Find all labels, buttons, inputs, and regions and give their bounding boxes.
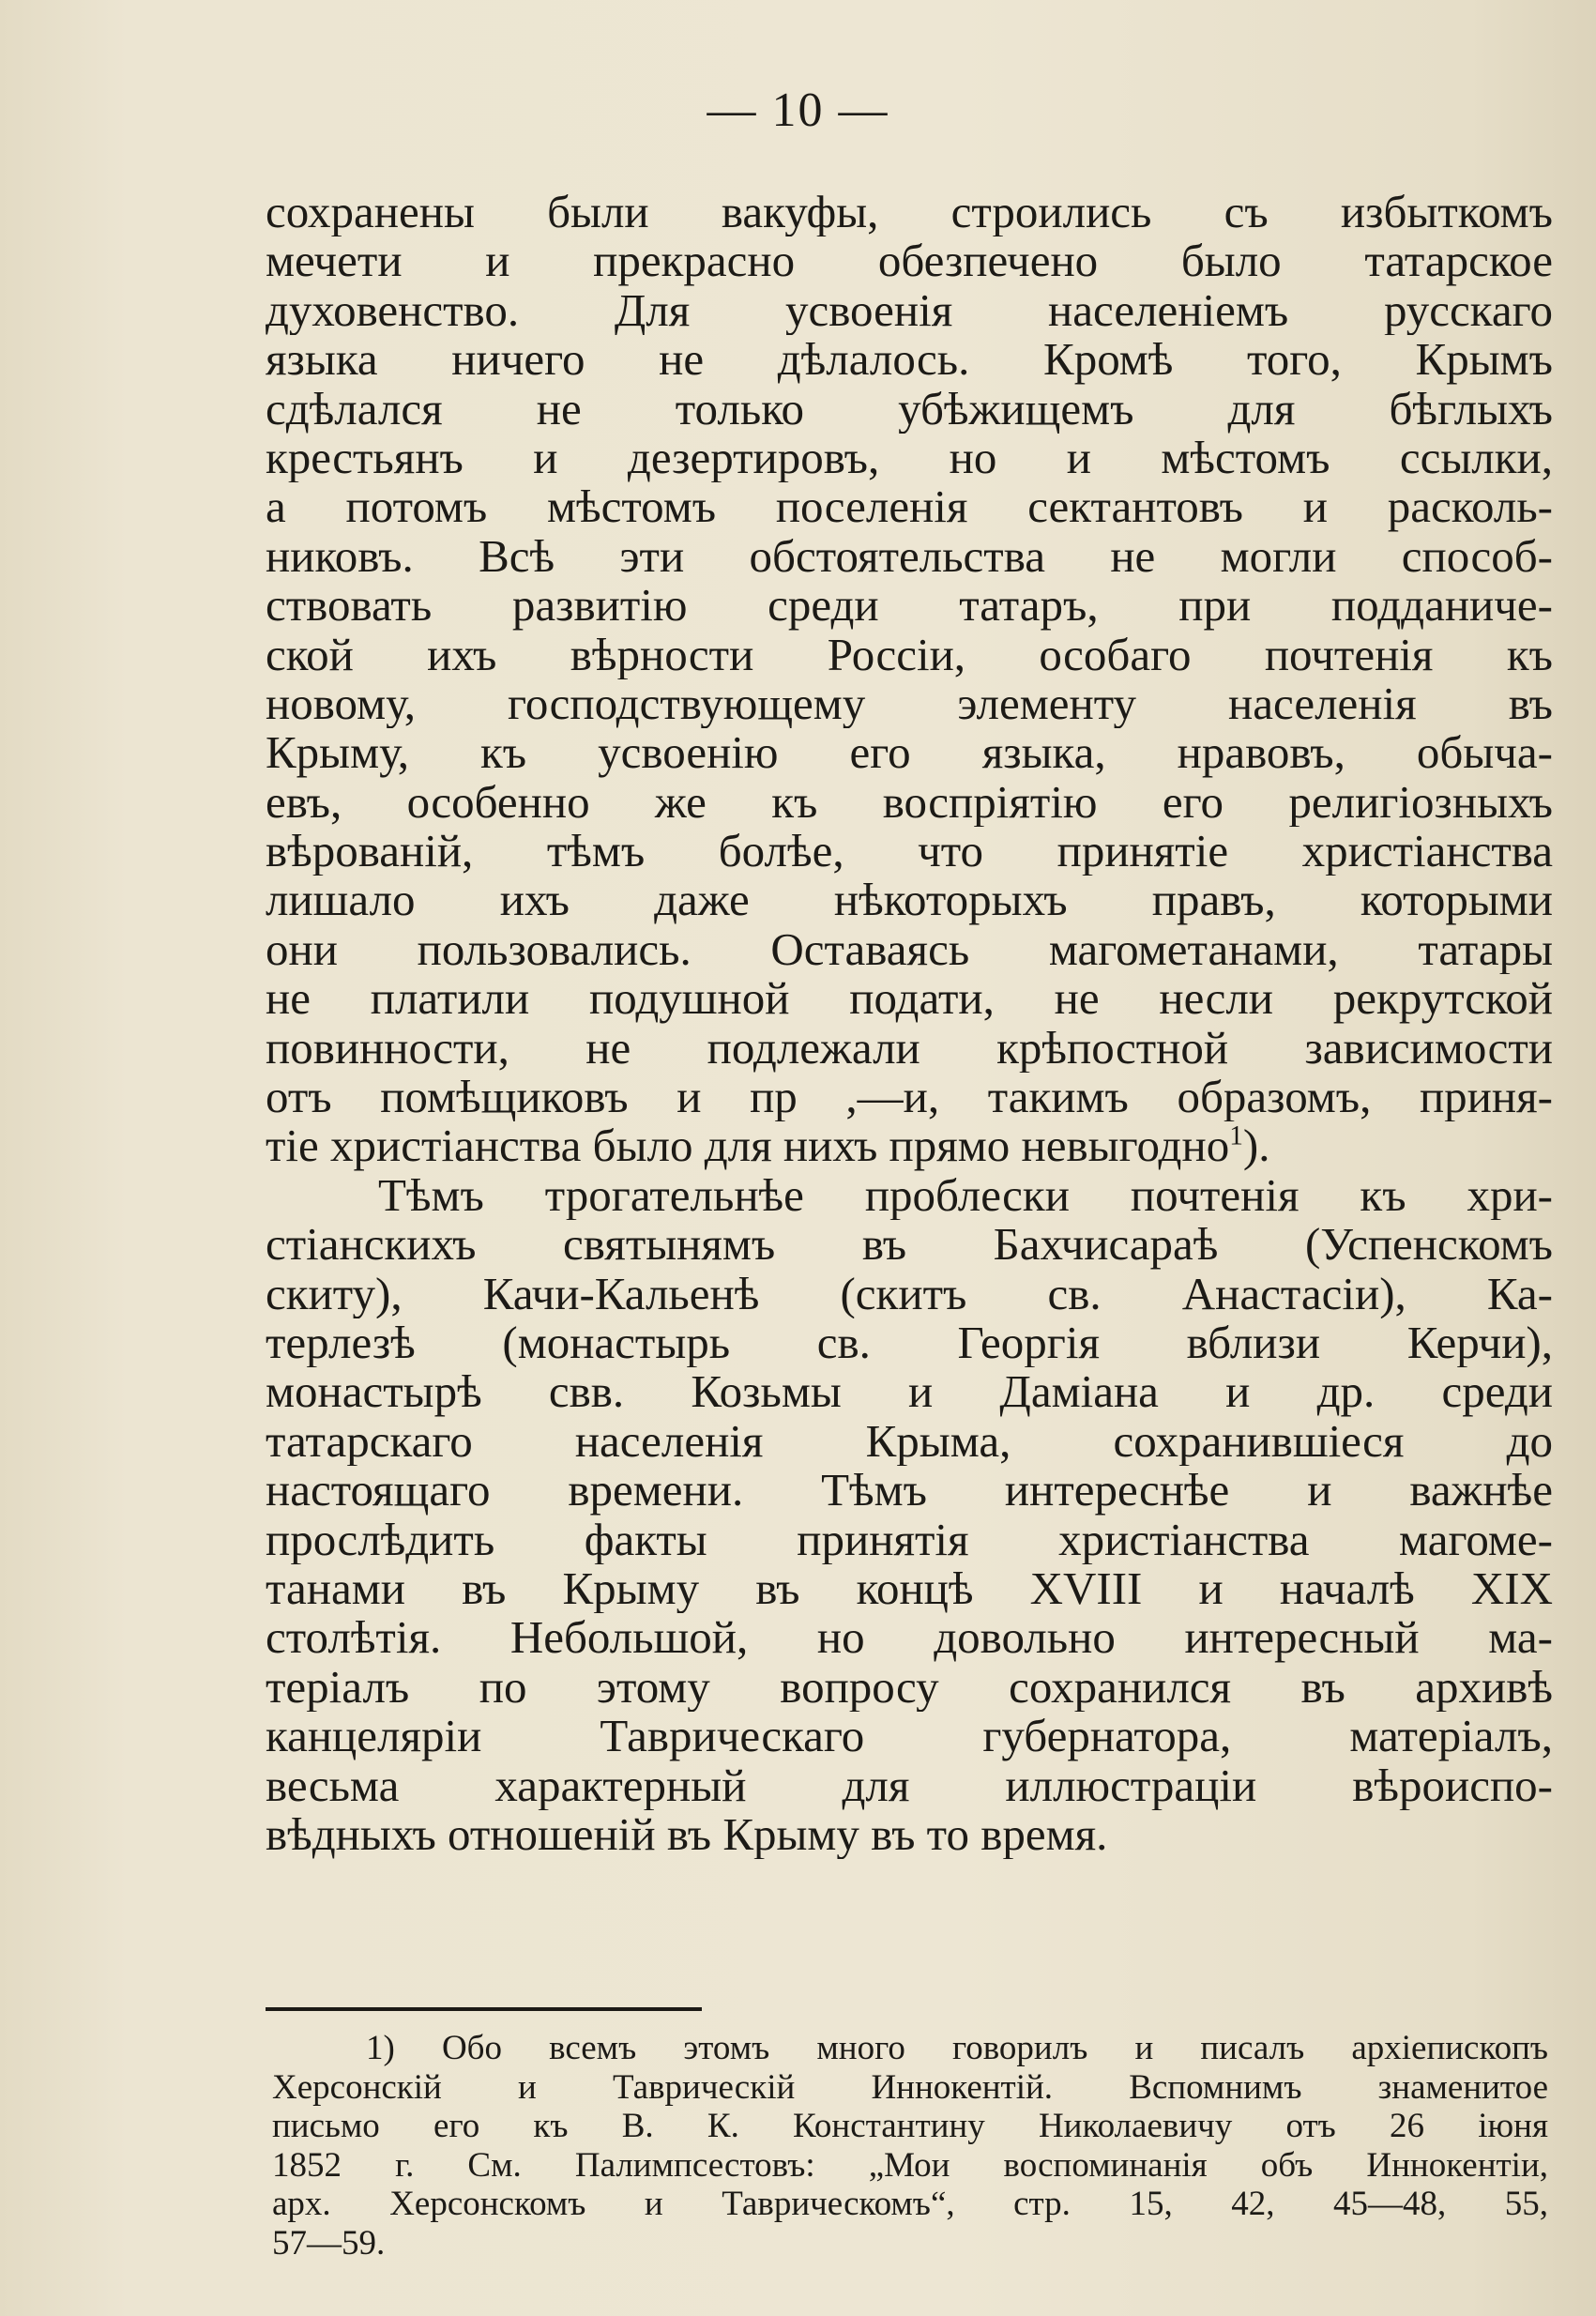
text-line: новому, господствующему элементу населенія въ bbox=[266, 678, 1553, 729]
paragraph-start-line: Тѣмъ трогательнѣе проблески почтенія къ хри- bbox=[378, 1170, 1553, 1221]
footnote-marker: 1) bbox=[366, 2029, 395, 2067]
footnote-line: Херсонскій и Таврическій Иннокентій. Вспомнимъ знаменитое bbox=[272, 2067, 1548, 2107]
text-line: никовъ. Всѣ эти обстоятельства не могли способ- bbox=[266, 531, 1553, 582]
footnote-line bbox=[272, 2029, 1548, 2068]
text-line: вѣрованій, тѣмъ болѣе, что принятіе христіанства bbox=[266, 827, 1553, 876]
text-line: не платили подушной подати, не несли рекрутской bbox=[266, 974, 1553, 1024]
text-line: отъ помѣщиковъ и пр ,—и, такимъ образомъ, приня- bbox=[266, 1073, 1553, 1122]
text-line: ствовать развитію среди татаръ, при подданиче- bbox=[266, 581, 1553, 631]
text-line: теріалъ по этому вопросу сохранился въ архивѣ bbox=[266, 1662, 1553, 1713]
text-line: прослѣдить факты принятія христіанства магоме- bbox=[266, 1515, 1553, 1564]
text-line: монастырѣ свв. Козьмы и Даміана и др. среди bbox=[266, 1367, 1553, 1417]
text-line: сохранены были вакуфы, строились съ избыткомъ bbox=[266, 188, 1553, 237]
text-line: стіанскихъ святынямъ въ Бахчисараѣ (Успенскомъ bbox=[266, 1220, 1553, 1270]
footnote-line: 1852 г. См. Палимпсестовъ: „Мои воспоминанія объ Иннокентіи, bbox=[272, 2145, 1548, 2185]
text-line: канцеляріи Таврическаго губернатора, матеріалъ, bbox=[266, 1712, 1553, 1761]
footnote bbox=[272, 2029, 1548, 2263]
text-line: ской ихъ вѣрности Россіи, особаго почтенія къ bbox=[266, 630, 1553, 679]
text-line: они пользовались. Оставаясь магометанами, татары bbox=[266, 924, 1553, 975]
footnote-line: арх. Херсонскомъ и Таврическомъ“, стр. 15, 42, 45—48, 55, bbox=[272, 2185, 1548, 2223]
text-line: сдѣлался не только убѣжищемъ для бѣглыхъ bbox=[266, 384, 1553, 434]
text-line: евъ, особенно же къ воспріятію его религіозныхъ bbox=[266, 777, 1553, 828]
text-line: терлезѣ (монастырь св. Георгія вблизи Керчи), bbox=[266, 1318, 1553, 1368]
text-line: весьма характерный для иллюстраціи вѣроиспо- bbox=[266, 1760, 1553, 1810]
text-line: мечети и прекрасно обезпечено было татарское bbox=[266, 236, 1553, 286]
footnote-reference: 1 bbox=[1229, 1121, 1243, 1152]
text-line-with-footnote-ref bbox=[266, 1121, 1553, 1170]
text-line: танами въ Крыму въ концѣ XVIII и началѣ XIX bbox=[266, 1563, 1553, 1614]
text-line: лишало ихъ даже нѣкоторыхъ правъ, которыми bbox=[266, 876, 1553, 925]
text-line: скиту), Качи-Кальенѣ (скитъ св. Анастасіи), Ка- bbox=[266, 1269, 1553, 1318]
footnote-line: 57—59. bbox=[272, 2223, 386, 2263]
text-line: крестьянъ и дезертировъ, но и мѣстомъ ссылки, bbox=[266, 433, 1553, 483]
footnote-reference-suffix: ). bbox=[1242, 1121, 1270, 1171]
footnote-separator bbox=[266, 2007, 702, 2011]
text-line: Крыму, къ усвоенію его языка, нравовъ, обыча- bbox=[266, 728, 1553, 778]
text-line: татарскаго населенія Крыма, сохранившіеся до bbox=[266, 1416, 1553, 1467]
footnote-line: письмо его къ В. К. Константину Николаевичу отъ 26 іюня bbox=[272, 2107, 1548, 2145]
text-line: повинности, не подлежали крѣпостной зависимости bbox=[266, 1023, 1553, 1074]
text-line: а потомъ мѣстомъ поселенія сектантовъ и расколь- bbox=[266, 482, 1553, 532]
text-line: настоящаго времени. Тѣмъ интереснѣе и важнѣе bbox=[266, 1466, 1553, 1516]
text-line: языка ничего не дѣлалось. Кромѣ того, Крымъ bbox=[266, 335, 1553, 385]
text-line: духовенство. Для усвоенія населеніемъ русскаго bbox=[266, 285, 1553, 336]
text-line-content: тіе христіанства было для нихъ прямо невыгодно bbox=[266, 1121, 1230, 1171]
main-text bbox=[266, 188, 1553, 1859]
text-line: вѣдныхъ отношеній въ Крыму въ то время. bbox=[266, 1809, 1108, 1860]
page-number: — 10 — bbox=[707, 84, 889, 137]
footnote-line-text: Обо всемъ этомъ много говорилъ и писалъ архіепископъ bbox=[441, 2029, 1548, 2067]
text-line: столѣтія. Небольшой, но довольно интересный ма- bbox=[266, 1613, 1553, 1663]
